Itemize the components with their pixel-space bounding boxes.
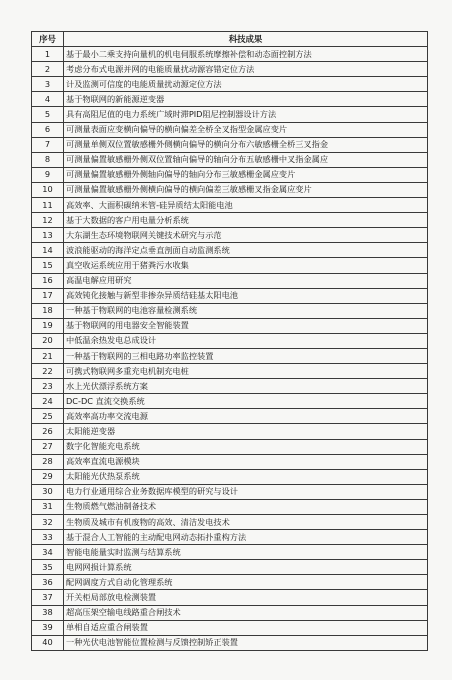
row-index: 7 bbox=[32, 137, 64, 152]
row-index: 27 bbox=[32, 439, 64, 454]
row-index: 31 bbox=[32, 499, 64, 514]
table-row bbox=[32, 303, 428, 318]
table-row bbox=[32, 198, 428, 213]
row-index: 36 bbox=[32, 575, 64, 590]
row-index: 6 bbox=[32, 122, 64, 137]
table-row bbox=[32, 167, 428, 182]
row-index: 1 bbox=[32, 47, 64, 62]
table-row bbox=[32, 92, 428, 107]
row-achievement: 基于大数据的客户用电量分析系统 bbox=[64, 213, 428, 228]
row-index: 12 bbox=[32, 213, 64, 228]
row-index: 3 bbox=[32, 77, 64, 92]
row-index: 38 bbox=[32, 605, 64, 620]
table-row bbox=[32, 107, 428, 122]
row-index: 2 bbox=[32, 62, 64, 77]
row-achievement: 一种基于物联网的电池容量检测系统 bbox=[64, 303, 428, 318]
row-index: 19 bbox=[32, 318, 64, 333]
row-achievement: 中低温余热发电总成设计 bbox=[64, 333, 428, 348]
row-achievement: 高温电解应用研究 bbox=[64, 273, 428, 288]
table-body bbox=[32, 47, 428, 651]
row-achievement: 高效率高功率交流电源 bbox=[64, 409, 428, 424]
table-row bbox=[32, 575, 428, 590]
row-index: 18 bbox=[32, 303, 64, 318]
table-row bbox=[32, 122, 428, 137]
row-achievement: DC-DC 直流交换系统 bbox=[64, 394, 428, 409]
row-index: 24 bbox=[32, 394, 64, 409]
table-row bbox=[32, 62, 428, 77]
row-achievement: 水上光伏漂浮系统方案 bbox=[64, 379, 428, 394]
table-row bbox=[32, 424, 428, 439]
table-row bbox=[32, 348, 428, 363]
row-index: 23 bbox=[32, 379, 64, 394]
row-index: 39 bbox=[32, 620, 64, 635]
row-achievement: 电网网损计算系统 bbox=[64, 560, 428, 575]
row-achievement: 基于物联网的新能源逆变器 bbox=[64, 92, 428, 107]
row-achievement: 计及监测可信度的电能质量扰动源定位方法 bbox=[64, 77, 428, 92]
row-achievement: 基于物联网的用电器安全智能装置 bbox=[64, 318, 428, 333]
table-row bbox=[32, 560, 428, 575]
row-achievement: 可测量表面应变横向偏导的横向偏差全桥全叉指型金属应变片 bbox=[64, 122, 428, 137]
row-achievement: 可测量偏置敏感栅外侧轴向偏导的轴向分布三敏感栅金属应变片 bbox=[64, 167, 428, 182]
row-index: 10 bbox=[32, 182, 64, 197]
row-index: 13 bbox=[32, 228, 64, 243]
table-row bbox=[32, 515, 428, 530]
table-row bbox=[32, 620, 428, 635]
table-row bbox=[32, 258, 428, 273]
table-row bbox=[32, 228, 428, 243]
table-row bbox=[32, 364, 428, 379]
row-achievement: 太阳能逆变器 bbox=[64, 424, 428, 439]
table-row bbox=[32, 273, 428, 288]
row-achievement: 单相自适应重合闸装置 bbox=[64, 620, 428, 635]
table-header-row bbox=[32, 32, 428, 47]
row-index: 40 bbox=[32, 635, 64, 650]
row-index: 34 bbox=[32, 545, 64, 560]
row-achievement: 高效钝化接触与新型非掺杂异质结硅基太阳电池 bbox=[64, 288, 428, 303]
row-achievement: 超高压架空输电线路重合闸技术 bbox=[64, 605, 428, 620]
row-index: 22 bbox=[32, 364, 64, 379]
header-achievement: 科技成果 bbox=[64, 32, 428, 47]
row-achievement: 基于混合人工智能的主动配电网动态拓扑重构方法 bbox=[64, 530, 428, 545]
row-achievement: 真空收运系统应用于猪粪污水收集 bbox=[64, 258, 428, 273]
table-row bbox=[32, 137, 428, 152]
table-row bbox=[32, 635, 428, 650]
row-achievement: 一种光伏电池智能位置检测与反馈控制矫正装置 bbox=[64, 635, 428, 650]
table-row bbox=[32, 47, 428, 62]
table-row bbox=[32, 545, 428, 560]
row-index: 20 bbox=[32, 333, 64, 348]
row-achievement: 配网调度方式自动化管理系统 bbox=[64, 575, 428, 590]
row-achievement: 考虑分布式电源并网的电能质量扰动源容错定位方法 bbox=[64, 62, 428, 77]
row-achievement: 波浪能驱动的海洋定点垂直剖面自动监测系统 bbox=[64, 243, 428, 258]
row-index: 9 bbox=[32, 167, 64, 182]
row-index: 29 bbox=[32, 469, 64, 484]
row-achievement: 开关柜局部放电检测装置 bbox=[64, 590, 428, 605]
row-achievement: 可测量偏置敏感栅外侧横向偏导的横向偏差三敏感栅叉指金属应变片 bbox=[64, 182, 428, 197]
row-achievement: 智能电能量实时监测与结算系统 bbox=[64, 545, 428, 560]
table-row bbox=[32, 469, 428, 484]
row-achievement: 可测量单侧双位置敏感栅外侧横向偏导的横向分布六敏感栅全桥三叉指金 bbox=[64, 137, 428, 152]
row-index: 26 bbox=[32, 424, 64, 439]
table-row bbox=[32, 530, 428, 545]
table-row bbox=[32, 152, 428, 167]
table-row bbox=[32, 590, 428, 605]
row-index: 16 bbox=[32, 273, 64, 288]
table-row bbox=[32, 77, 428, 92]
row-index: 37 bbox=[32, 590, 64, 605]
table-row bbox=[32, 409, 428, 424]
table-row bbox=[32, 605, 428, 620]
row-achievement: 可测量偏置敏感栅外侧双位置轴向偏导的轴向分布五敏感栅中叉指金属应 bbox=[64, 152, 428, 167]
row-index: 35 bbox=[32, 560, 64, 575]
table-row bbox=[32, 454, 428, 469]
row-achievement: 大东湖生态环境物联网关键技术研究与示范 bbox=[64, 228, 428, 243]
row-index: 21 bbox=[32, 348, 64, 363]
row-index: 11 bbox=[32, 198, 64, 213]
row-achievement: 基于最小二乘支持向量机的机电伺服系统摩擦补偿和动态面控制方法 bbox=[64, 47, 428, 62]
row-index: 33 bbox=[32, 530, 64, 545]
achievements-table bbox=[31, 31, 428, 651]
row-achievement: 太阳能光伏热泵系统 bbox=[64, 469, 428, 484]
table-row bbox=[32, 243, 428, 258]
row-achievement: 生物质燃气燃油制备技术 bbox=[64, 499, 428, 514]
row-index: 14 bbox=[32, 243, 64, 258]
row-achievement: 一种基于物联网的三相电路功率监控装置 bbox=[64, 348, 428, 363]
row-index: 8 bbox=[32, 152, 64, 167]
row-achievement: 高效率直流电源模块 bbox=[64, 454, 428, 469]
table-row bbox=[32, 213, 428, 228]
table-row bbox=[32, 288, 428, 303]
row-index: 25 bbox=[32, 409, 64, 424]
table-row bbox=[32, 182, 428, 197]
table-row bbox=[32, 484, 428, 499]
row-index: 4 bbox=[32, 92, 64, 107]
table-row bbox=[32, 318, 428, 333]
row-achievement: 数字化智能充电系统 bbox=[64, 439, 428, 454]
row-index: 28 bbox=[32, 454, 64, 469]
table-row bbox=[32, 333, 428, 348]
row-achievement: 可携式物联网多重充电机制充电桩 bbox=[64, 364, 428, 379]
row-achievement: 具有高阻尼值的电力系统广域时滞PID阻尼控制器设计方法 bbox=[64, 107, 428, 122]
row-index: 30 bbox=[32, 484, 64, 499]
row-index: 15 bbox=[32, 258, 64, 273]
row-index: 32 bbox=[32, 515, 64, 530]
row-achievement: 高效率、大面积碳纳米管-硅异质结太阳能电池 bbox=[64, 198, 428, 213]
table-row bbox=[32, 379, 428, 394]
row-index: 17 bbox=[32, 288, 64, 303]
table-row bbox=[32, 394, 428, 409]
table-row bbox=[32, 499, 428, 514]
row-achievement: 电力行业通用综合业务数据库模型的研究与设计 bbox=[64, 484, 428, 499]
row-achievement: 生物质及城市有机废物的高效、清洁发电技术 bbox=[64, 515, 428, 530]
row-index: 5 bbox=[32, 107, 64, 122]
header-index: 序号 bbox=[32, 32, 64, 47]
table-row bbox=[32, 439, 428, 454]
